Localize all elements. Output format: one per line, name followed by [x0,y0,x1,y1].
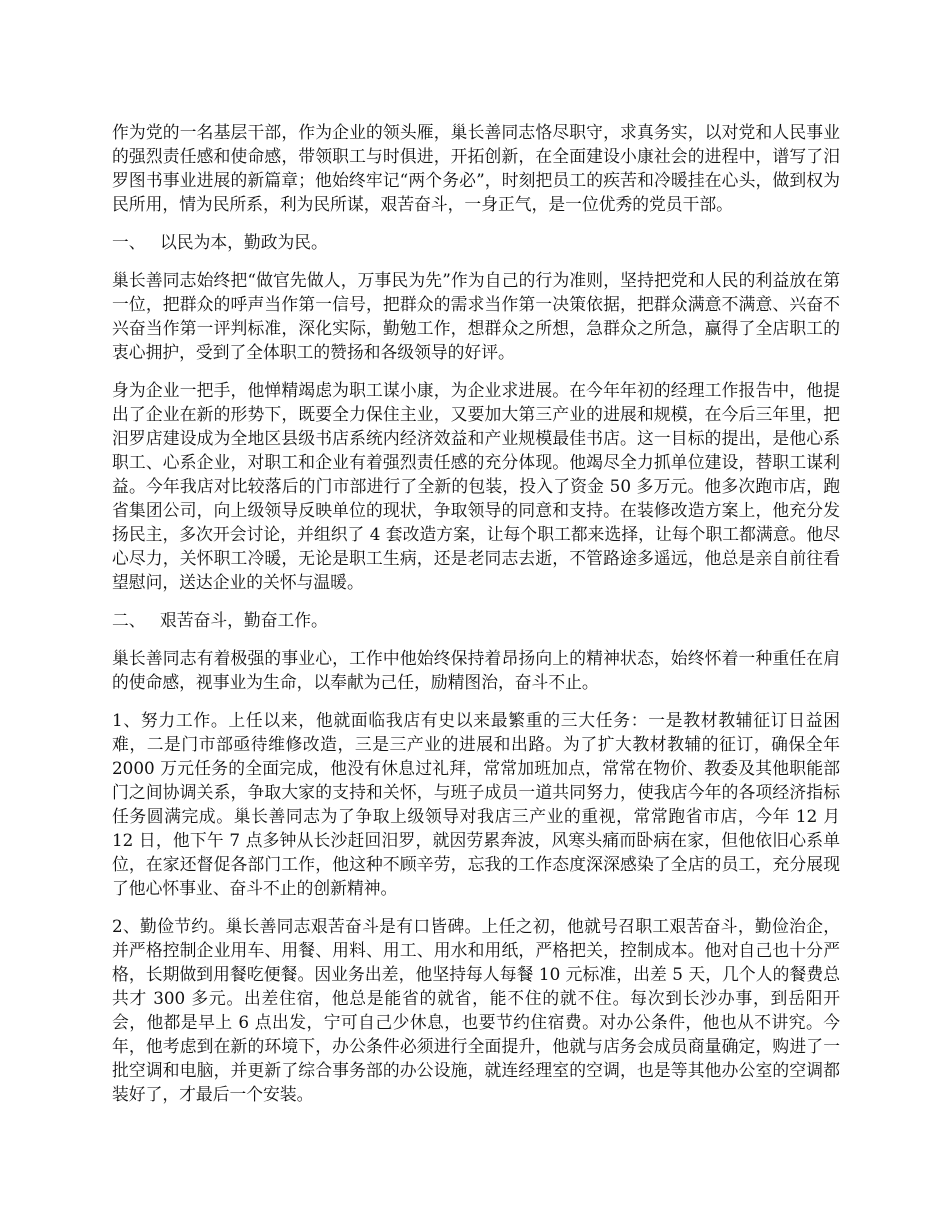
section-2-paragraph-1: 巢长善同志有着极强的事业心，工作中他始终保持着昂扬向上的精神状态，始终怀着一种重任在肩的使命感，视事业为生命，以奉献为己任，励精图治，奋斗不止。 [112,648,840,692]
section-number-2: 二、 [112,610,146,630]
document-body [112,120,840,1120]
section-heading-2 [112,608,840,632]
section-1-paragraph-1: 巢长善同志始终把“做官先做人，万事民为先”作为自己的行为准则，坚持把党和人民的利益放在第一位，把群众的呼声当作第一信号，把群众的需求当作第一决策依据，把群众满意不满意、兴奋不兴奋当作第一评判标准，深化实际，勤勉工作，想群众之所想，急群众之所急，赢得了全店职工的衷心拥护，受到了全体职工的赞扬和各级领导的好评。 [112,270,840,362]
intro-paragraph: 作为党的一名基层干部，作为企业的领头雁，巢长善同志恪尽职守，求真务实，以对党和人民事业的强烈责任感和使命感，带领职工与时俱进，开拓创新，在全面建设小康社会的进程中，谱写了汨罗图书事业进展的新篇章；他始终牢记“两个务必”，时刻把员工的疾苦和冷暖挂在心头，做到权为民所用，情为民所系，利为民所谋，艰苦奋斗，一身正气，是一位优秀的党员干部。 [112,122,840,214]
section-number-1: 一、 [112,232,146,252]
section-heading-1 [112,230,840,254]
section-2-paragraph-2: 1、努力工作。上任以来，他就面临我店有史以来最繁重的三大任务：一是教材教辅征订日益困难，二是门市部亟待维修改造，三是三产业的进展和出路。为了扩大教材教辅的征订，确保全年 2000 万元任务的全面完成，他没有休息过礼拜，常常加班加点，常常在物价、教委及其他职能部门之间协调关系，争取大家的支持和关怀，与班子成员一道共同努力，使我店今年的各项经济指标任务圆满完成。巢长善同志为了争取上级领导对我店三产业的重视，常常跑省市店，今年 12 月 12 日，他下午 7 点多钟从长沙赶回汨罗，就因劳累奔波，风寒头痛而卧病在家，但他依旧心系单位，在家还督促各部门工作，他这种不顾辛劳，忘我的工作态度深深感染了全店的员工，充分展现了他心怀事业、奋斗不止的创新精神。 [112,710,840,898]
section-title-2: 艰苦奋斗，勤奋工作。 [160,610,328,630]
section-1-paragraph-2: 身为企业一把手，他惮精竭虑为职工谋小康，为企业求进展。在今年年初的经理工作报告中，他提出了企业在新的形势下，既要全力保住主业，又要加大第三产业的进展和规模，在今后三年里，把汨罗店建设成为全地区县级书店系统内经济效益和产业规模最佳书店。这一目标的提出，是他心系职工、心系企业，对职工和企业有着强烈责任感的充分体现。他竭尽全力抓单位建设，替职工谋利益。今年我店对比较落后的门市部进行了全新的包装，投入了资金 50 多万元。他多次跑市店，跑省集团公司，向上级领导反映单位的现状，争取领导的同意和支持。在装修改造方案上，他充分发扬民主，多次开会讨论，并组织了 4 套改造方案，让每个职工都来选择，让每个职工都满意。他尽心尽力，关怀职工冷暖，无论是职工生病，还是老同志去逝，不管路途多遥远，他总是亲自前往看望慰问，送达企业的关怀与温暖。 [112,380,840,592]
section-title-1: 以民为本，勤政为民。 [160,232,328,252]
section-2-paragraph-3: 2、勤俭节约。巢长善同志艰苦奋斗是有口皆碑。上任之初，他就号召职工艰苦奋斗，勤俭治企，并严格控制企业用车、用餐、用料、用工、用水和用纸，严格把关，控制成本。他对自己也十分严格，长期做到用餐吃便餐。因业务出差，他坚持每人每餐 10 元标准，出差 5 天，几个人的餐费总共才 300 多元。出差住宿，他总是能省的就省，能不住的就不住。每次到长沙办事，到岳阳开会，他都是早上 6 点出发，宁可自己少休息，也要节约住宿费。对办公条件，他也从不讲究。今年，他考虑到在新的环境下，办公条件必须进行全面提升，他就与店务会成员商量确定，购进了一批空调和电脑，并更新了综合事务部的办公设施，就连经理室的空调，也是等其他办公室的空调都装好了，才最后一个安装。 [112,916,840,1104]
